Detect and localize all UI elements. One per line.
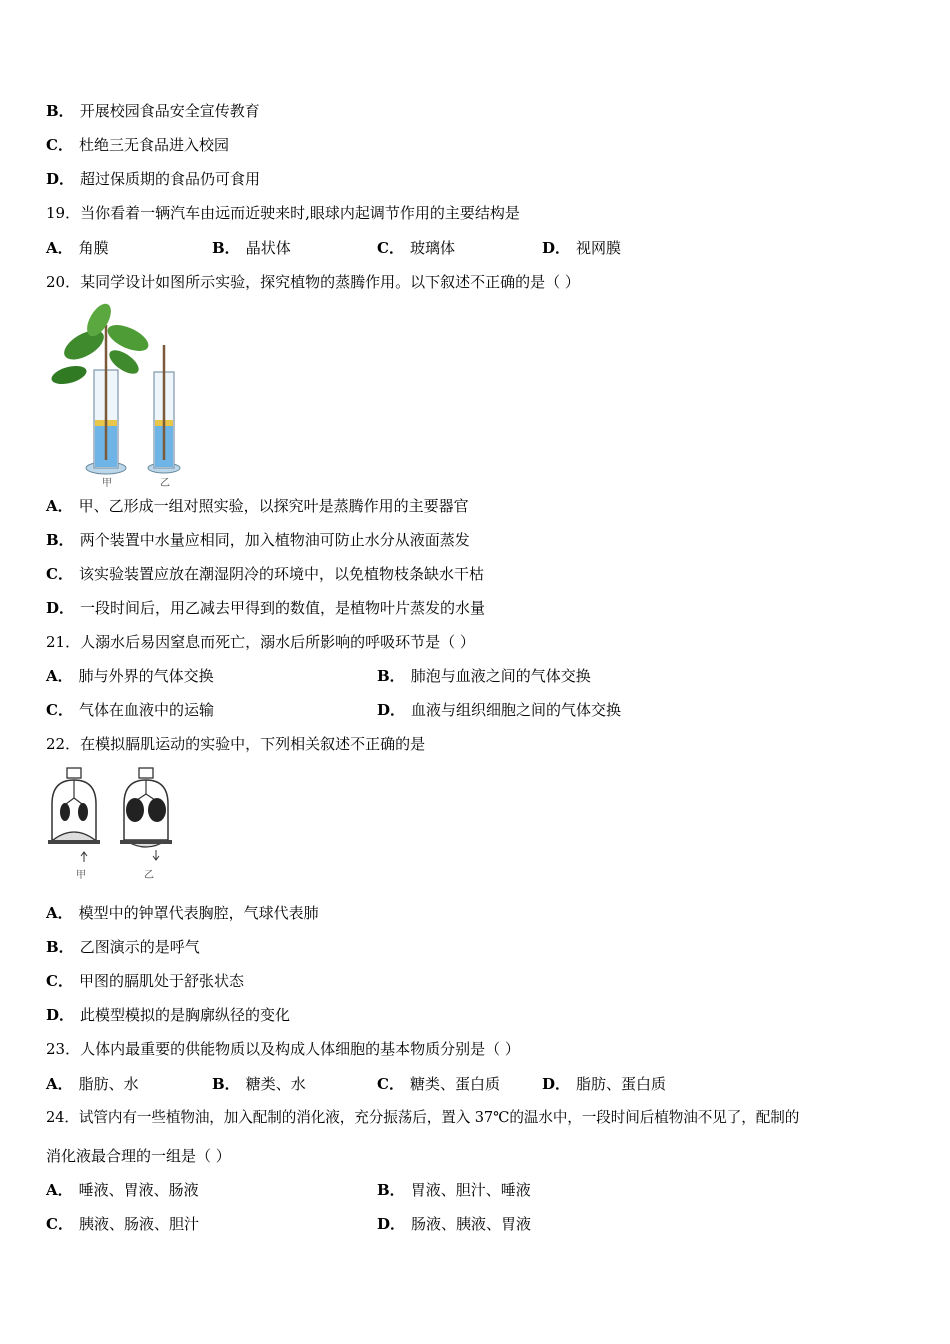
q20-option-a: A． 甲、乙形成一组对照实验，以探究叶是蒸腾作用的主要器官 — [46, 497, 469, 515]
q21-option-a: A． 肺与外界的气体交换 — [46, 667, 214, 685]
q24-option-c: C． 胰液、肠液、胆汁 — [46, 1215, 199, 1233]
q24-stem-line1: 24．试管内有一些植物油，加入配制的消化液，充分振荡后，置入 37℃的温水中，一段时间后植物油不见了，配制的 — [46, 1109, 800, 1126]
fig20-label-yi: 乙 — [160, 478, 170, 489]
q23-option-b: B． 糖类、水 — [212, 1075, 306, 1093]
q18-option-b: B． 开展校园食品安全宣传教育 — [46, 102, 260, 120]
q20-option-c: C． 该实验装置应放在潮湿阴冷的环境中，以免植物枝条缺水干枯 — [46, 565, 484, 583]
q20-stem: 20．某同学设计如图所示实验，探究植物的蒸腾作用。以下叙述不正确的是（ ） — [46, 273, 580, 291]
bell-jar-jia — [48, 768, 100, 862]
diaphragm-model-figure — [44, 764, 184, 886]
bell-jar-yi — [120, 768, 172, 860]
fig20-label-jia: 甲 — [102, 478, 112, 489]
q22-option-b: B． 乙图演示的是呼气 — [46, 938, 200, 956]
q19-option-c: C． 玻璃体 — [377, 239, 455, 257]
q19-option-b: B． 晶状体 — [212, 239, 291, 257]
q23-stem: 23．人体内最重要的供能物质以及构成人体细胞的基本物质分别是（ ） — [46, 1040, 520, 1058]
fig22-label-yi: 乙 — [144, 870, 154, 881]
tube-yi — [148, 345, 180, 473]
q20-option-b: B． 两个装置中水量应相同，加入植物油可防止水分从液面蒸发 — [46, 531, 470, 549]
transpiration-figure — [44, 300, 194, 490]
q19-option-a: A． 角膜 — [46, 239, 109, 257]
q21-option-c: C． 气体在血液中的运输 — [46, 701, 214, 719]
q22-option-c: C． 甲图的膈肌处于舒张状态 — [46, 972, 244, 990]
q21-option-b: B． 肺泡与血液之间的气体交换 — [377, 667, 591, 685]
q24-stem-line2: 消化液最合理的一组是（ ） — [46, 1147, 231, 1165]
q21-stem: 21．人溺水后易因窒息而死亡，溺水后所影响的呼吸环节是（ ） — [46, 633, 475, 651]
q22-option-a: A． 模型中的钟罩代表胸腔，气球代表肺 — [46, 904, 319, 922]
q24-option-b: B． 胃液、胆汁、唾液 — [377, 1181, 531, 1199]
fig22-label-jia: 甲 — [76, 870, 86, 881]
tube-jia — [50, 300, 153, 474]
q18-option-c: C． 杜绝三无食品进入校园 — [46, 136, 229, 154]
q23-option-a: A． 脂肪、水 — [46, 1075, 139, 1093]
q22-stem: 22．在模拟膈肌运动的实验中，下列相关叙述不正确的是 — [46, 735, 426, 753]
q18-option-d: D． 超过保质期的食品仍可食用 — [46, 170, 261, 188]
q23-option-d: D． 脂肪、蛋白质 — [542, 1075, 667, 1093]
q19-option-d: D． 视网膜 — [542, 239, 622, 257]
q23-option-c: C． 糖类、蛋白质 — [377, 1075, 500, 1093]
q22-option-d: D． 此模型模拟的是胸廓纵径的变化 — [46, 1006, 291, 1024]
q24-option-d: D． 肠液、胰液、胃液 — [377, 1215, 532, 1233]
q21-option-d: D． 血液与组织细胞之间的气体交换 — [377, 701, 622, 719]
q20-option-d: D． 一段时间后，用乙减去甲得到的数值，是植物叶片蒸发的水量 — [46, 599, 486, 617]
q24-option-a: A． 唾液、胃液、肠液 — [46, 1181, 199, 1199]
q19-stem: 19．当你看着一辆汽车由远而近驶来时,眼球内起调节作用的主要结构是 — [46, 204, 520, 222]
